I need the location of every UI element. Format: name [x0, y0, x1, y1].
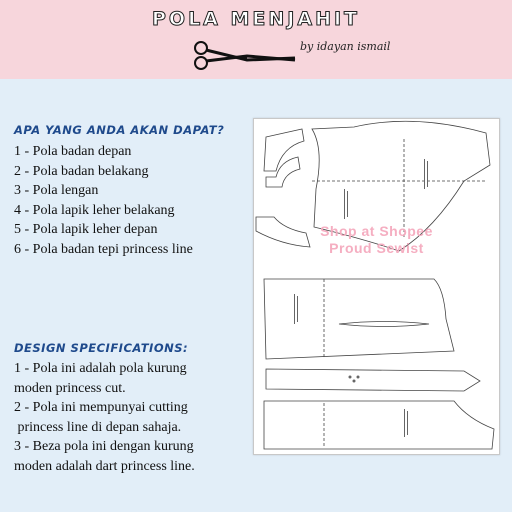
pattern-pieces-drawing — [254, 119, 499, 454]
list-item: 1 - Pola ini adalah pola kurung — [14, 361, 187, 376]
watermark-line1: Shop at Shopee — [320, 223, 433, 239]
list-item: 3 - Beza pola ini dengan kurung — [14, 439, 194, 454]
specifications-list — [14, 359, 195, 476]
list-item: 1 - Pola badan depan — [14, 144, 132, 159]
brand-title: POLA MENJAHIT — [152, 8, 360, 30]
watermark-line2: Proud Sewist — [329, 240, 424, 256]
front-bodice-piece — [264, 279, 454, 359]
list-item: 4 - Pola lapik leher belakang — [14, 202, 175, 218]
list-item: 5 - Pola lapik leher depan — [14, 222, 158, 237]
list-item: moden adalah dart princess line. — [14, 458, 195, 474]
scissors-icon — [185, 36, 305, 76]
section-heading-specifications: DESIGN SPECIFICATIONS: — [14, 341, 189, 355]
list-item: 6 - Pola badan tepi princess line — [14, 241, 193, 257]
neck-facing-front-piece — [266, 157, 300, 187]
list-item: 2 - Pola ini mempunyai cutting — [14, 400, 188, 415]
list-item: 2 - Pola badan belakang — [14, 163, 149, 179]
list-item: princess line di depan sahaja. — [14, 419, 182, 435]
brand-subtitle: by idayan ismail — [300, 40, 391, 53]
back-bodice-piece — [264, 401, 494, 449]
header-banner — [0, 0, 512, 79]
section-heading-contents: APA YANG ANDA AKAN DAPAT? — [14, 123, 225, 137]
princess-side-piece — [266, 369, 480, 391]
neck-facing-back-piece — [264, 129, 304, 171]
contents-list — [14, 142, 193, 259]
list-item: 3 - Pola lengan — [14, 183, 99, 198]
list-item: moden princess cut. — [14, 380, 126, 396]
pattern-sheet-image — [253, 118, 500, 455]
